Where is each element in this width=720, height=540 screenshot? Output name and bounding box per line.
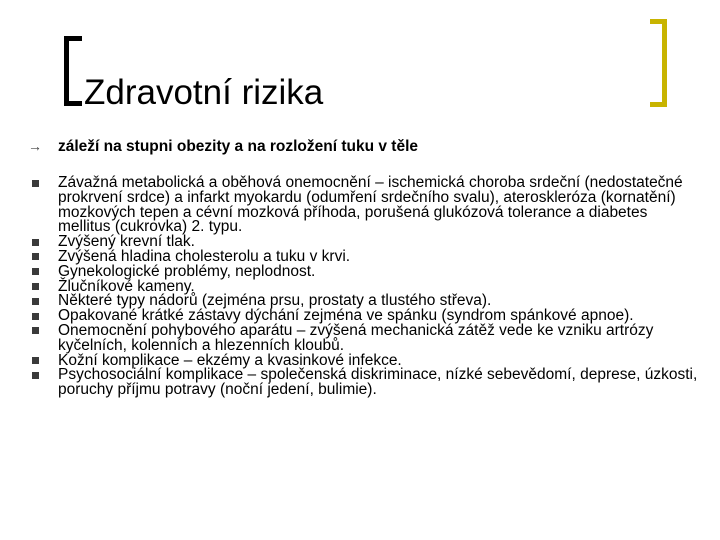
list-item: [28, 368, 700, 398]
intro-text: záleží na stupni obezity a na rozložení tuku v těle: [58, 138, 419, 155]
right-arrow-icon: →: [28, 138, 42, 154]
list-item-text: Zvýšená hladina cholesterolu a tuku v krvi.: [58, 247, 351, 265]
list-item-text: Opakované krátké zástavy dýchání zejména ve spánku (syndrom spánkové apnoe).: [58, 307, 634, 325]
square-bullet-icon: [28, 327, 42, 335]
list-item-text: Onemocnění pohybového aparátu – zvýšená mechanická zátěž vede ke vzniku artrózy kyčelních, kolenních a hlezenních kloubů.: [58, 321, 654, 354]
list-item-text: Zvýšený krevní tlak.: [58, 233, 195, 251]
square-bullet-icon: [28, 312, 42, 320]
square-bullet-icon: [28, 357, 42, 365]
square-bullet-icon: [28, 253, 42, 261]
square-bullet-icon: [28, 297, 42, 305]
square-bullet-icon: [28, 283, 42, 291]
square-bullet-icon: [28, 179, 42, 187]
square-bullet-icon: [28, 238, 42, 246]
square-bullet-icon: [28, 268, 42, 276]
list-item-text: Gynekologické problémy, neplodnost.: [58, 262, 316, 280]
list-item-text: Kožní komplikace – ekzémy a kvasinkové infekce.: [58, 351, 402, 369]
intro-item: [28, 138, 700, 156]
bullet-list: [28, 138, 700, 398]
square-bullet-icon: [28, 371, 42, 379]
list-item: [28, 176, 700, 235]
list-item-text: Psychosociální komplikace – společenská diskriminace, nízké sebevědomí, deprese, úzkosti, poruchy příjmu potravy (noční jedení, bulimie).: [58, 366, 698, 399]
list-item-text: Závažná metabolická a oběhová onemocnění – ischemická choroba srdeční (nedostatečné prokrvení srdce) a infarkt myokardu (odumření srdečního svalu), ateroskleróza (kornatění) mozkových tepen a cévní mozková příhoda, porušená glukózová tolerance a diabetes mellitus (cukrovka) 2. typu.: [58, 174, 683, 236]
slide-title: Zdravotní rizika: [84, 73, 324, 112]
list-item-text: Některé typy nádorů (zejména prsu, prostaty a tlustého střeva).: [58, 292, 492, 310]
list-item: [28, 321, 700, 354]
list-item-text: Žlučníkové kameny.: [58, 277, 195, 295]
